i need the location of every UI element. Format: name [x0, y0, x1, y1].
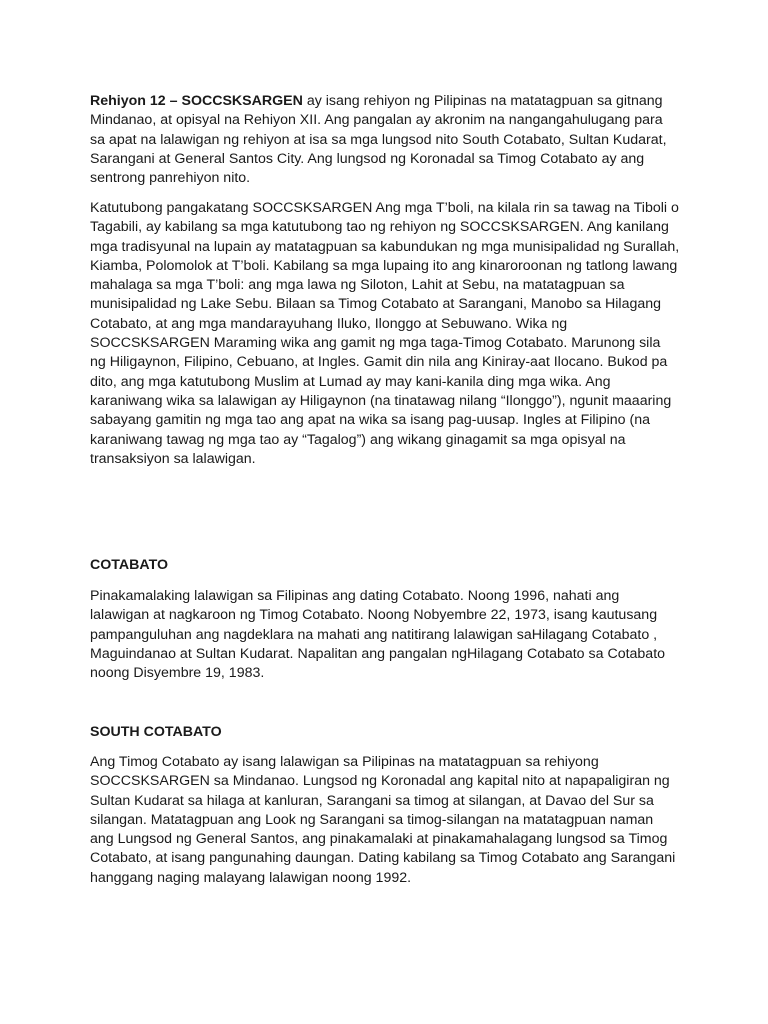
cotabato-section: [90, 556, 680, 575]
cotabato-heading: COTABATO: [90, 557, 169, 573]
intro-text: [90, 92, 680, 188]
intro-body: ay isang rehiyon ng Pilipinas na matatagpuan sa gitnang Mindanao, at opisyal na Rehiyon XII. Ang pangalan ay akronim na nangangahulugang para sa apat na lalawigan ng rehiyon at isa sa mga lungsod nito South Cotabato, Sultan Kudarat, Sarangani at General Santos City. Ang lungsod ng Koronadal sa Timog Cotabato ay ang sentrong panrehiyon nito.: [90, 93, 667, 187]
region-title: [90, 93, 303, 109]
region-name: SOCCSKSARGEN: [181, 93, 303, 109]
south-cotabato-body: [90, 753, 680, 888]
title-dash: –: [165, 93, 182, 109]
natives-text: Katutubong pangakatang SOCCSKSARGEN Ang mga T’boli, na kilala rin sa tawag na Tiboli o Tagabili, ay kabilang sa mga katutubong tao ng rehiyon ng SOCCSKSARGEN. Ang kanilang mga tradisyunal na lupain ay matatagpuan sa kabundukan ng mga munisipalidad ng Surallah, Kiamba, Polomolok at T’boli. Kabilang sa mga lupaing ito ang kinaroroonan ng tatlong lawang mahalaga sa mga T’boli: ang mga lawa ng Siloton, Lahit at Sebu, na matatagpuan sa munisipalidad ng Lake Sebu. Bilaan sa Timog Cotabato at Sarangani, Manobo sa Hilagang Cotabato, at ang mga mandarayuhang Iluko, Ilonggo at Sebuwano. Wika ng SOCCSKSARGEN Maraming wika ang gamit ng mga taga-Timog Cotabato. Marunong sila ng Hiligaynon, Filipino, Cebuano, at Ingles. Gamit din nila ang Kiniray-aat Ilocano. Bukod pa dito, ang mga katutubong Muslim at Lumad ay may kani-kanila ding mga wika. Ang karaniwang wika sa lalawigan ay Hiligaynon (na tinatawag nilang “Ilonggo”), ngunit maaaring sabayang gamitin ng mga tao ang apat na wika sa isang pag-uusap. Ingles at Filipino (na karaniwang tawag ng mga tao ay “Tagalog”) ang wikang ginagamit sa mga opisyal na transaksiyon sa lalawigan.: [90, 200, 680, 467]
cotabato-body: [90, 587, 680, 683]
south-cotabato-heading: SOUTH COTABATO: [90, 724, 222, 740]
intro-paragraph: [90, 92, 680, 188]
south-cotabato-section: [90, 723, 680, 742]
natives-paragraph: [90, 199, 680, 469]
region-number: Rehiyon 12: [90, 93, 166, 109]
south-cotabato-text: Ang Timog Cotabato ay isang lalawigan sa Pilipinas na matatagpuan sa rehiyong SOCCSKSARGEN sa Mindanao. Lungsod ng Koronadal ang kapital nito at napapaligiran ng Sultan Kudarat sa hilaga at kanluran, Sarangani sa timog at silangan, at Davao del Sur sa silangan. Matatagpuan ang Look ng Sarangani sa timog-silangan na matatagpuan naman ang Lungsod ng General Santos, ang pinakamalaki at pinakamahalagang lungsod sa Timog Cotabato, at isang pangunahing daungan. Dating kabilang sa Timog Cotabato ang Sarangani hanggang naging malayang lalawigan noong 1992.: [90, 754, 676, 886]
cotabato-text: Pinakamalaking lalawigan sa Filipinas ang dating Cotabato. Noong 1996, nahati ang lalawigan at nagkaroon ng Timog Cotabato. Noong Nobyembre 22, 1973, isang kautusang pampanguluhan ang nagdeklara na mahati ang natitirang lalawigan saHilagang Cotabato , Maguindanao at Sultan Kudarat. Napalitan ang pangalan ngHilagang Cotabato sa Cotabato noong Disyembre 19, 1983.: [90, 588, 666, 682]
